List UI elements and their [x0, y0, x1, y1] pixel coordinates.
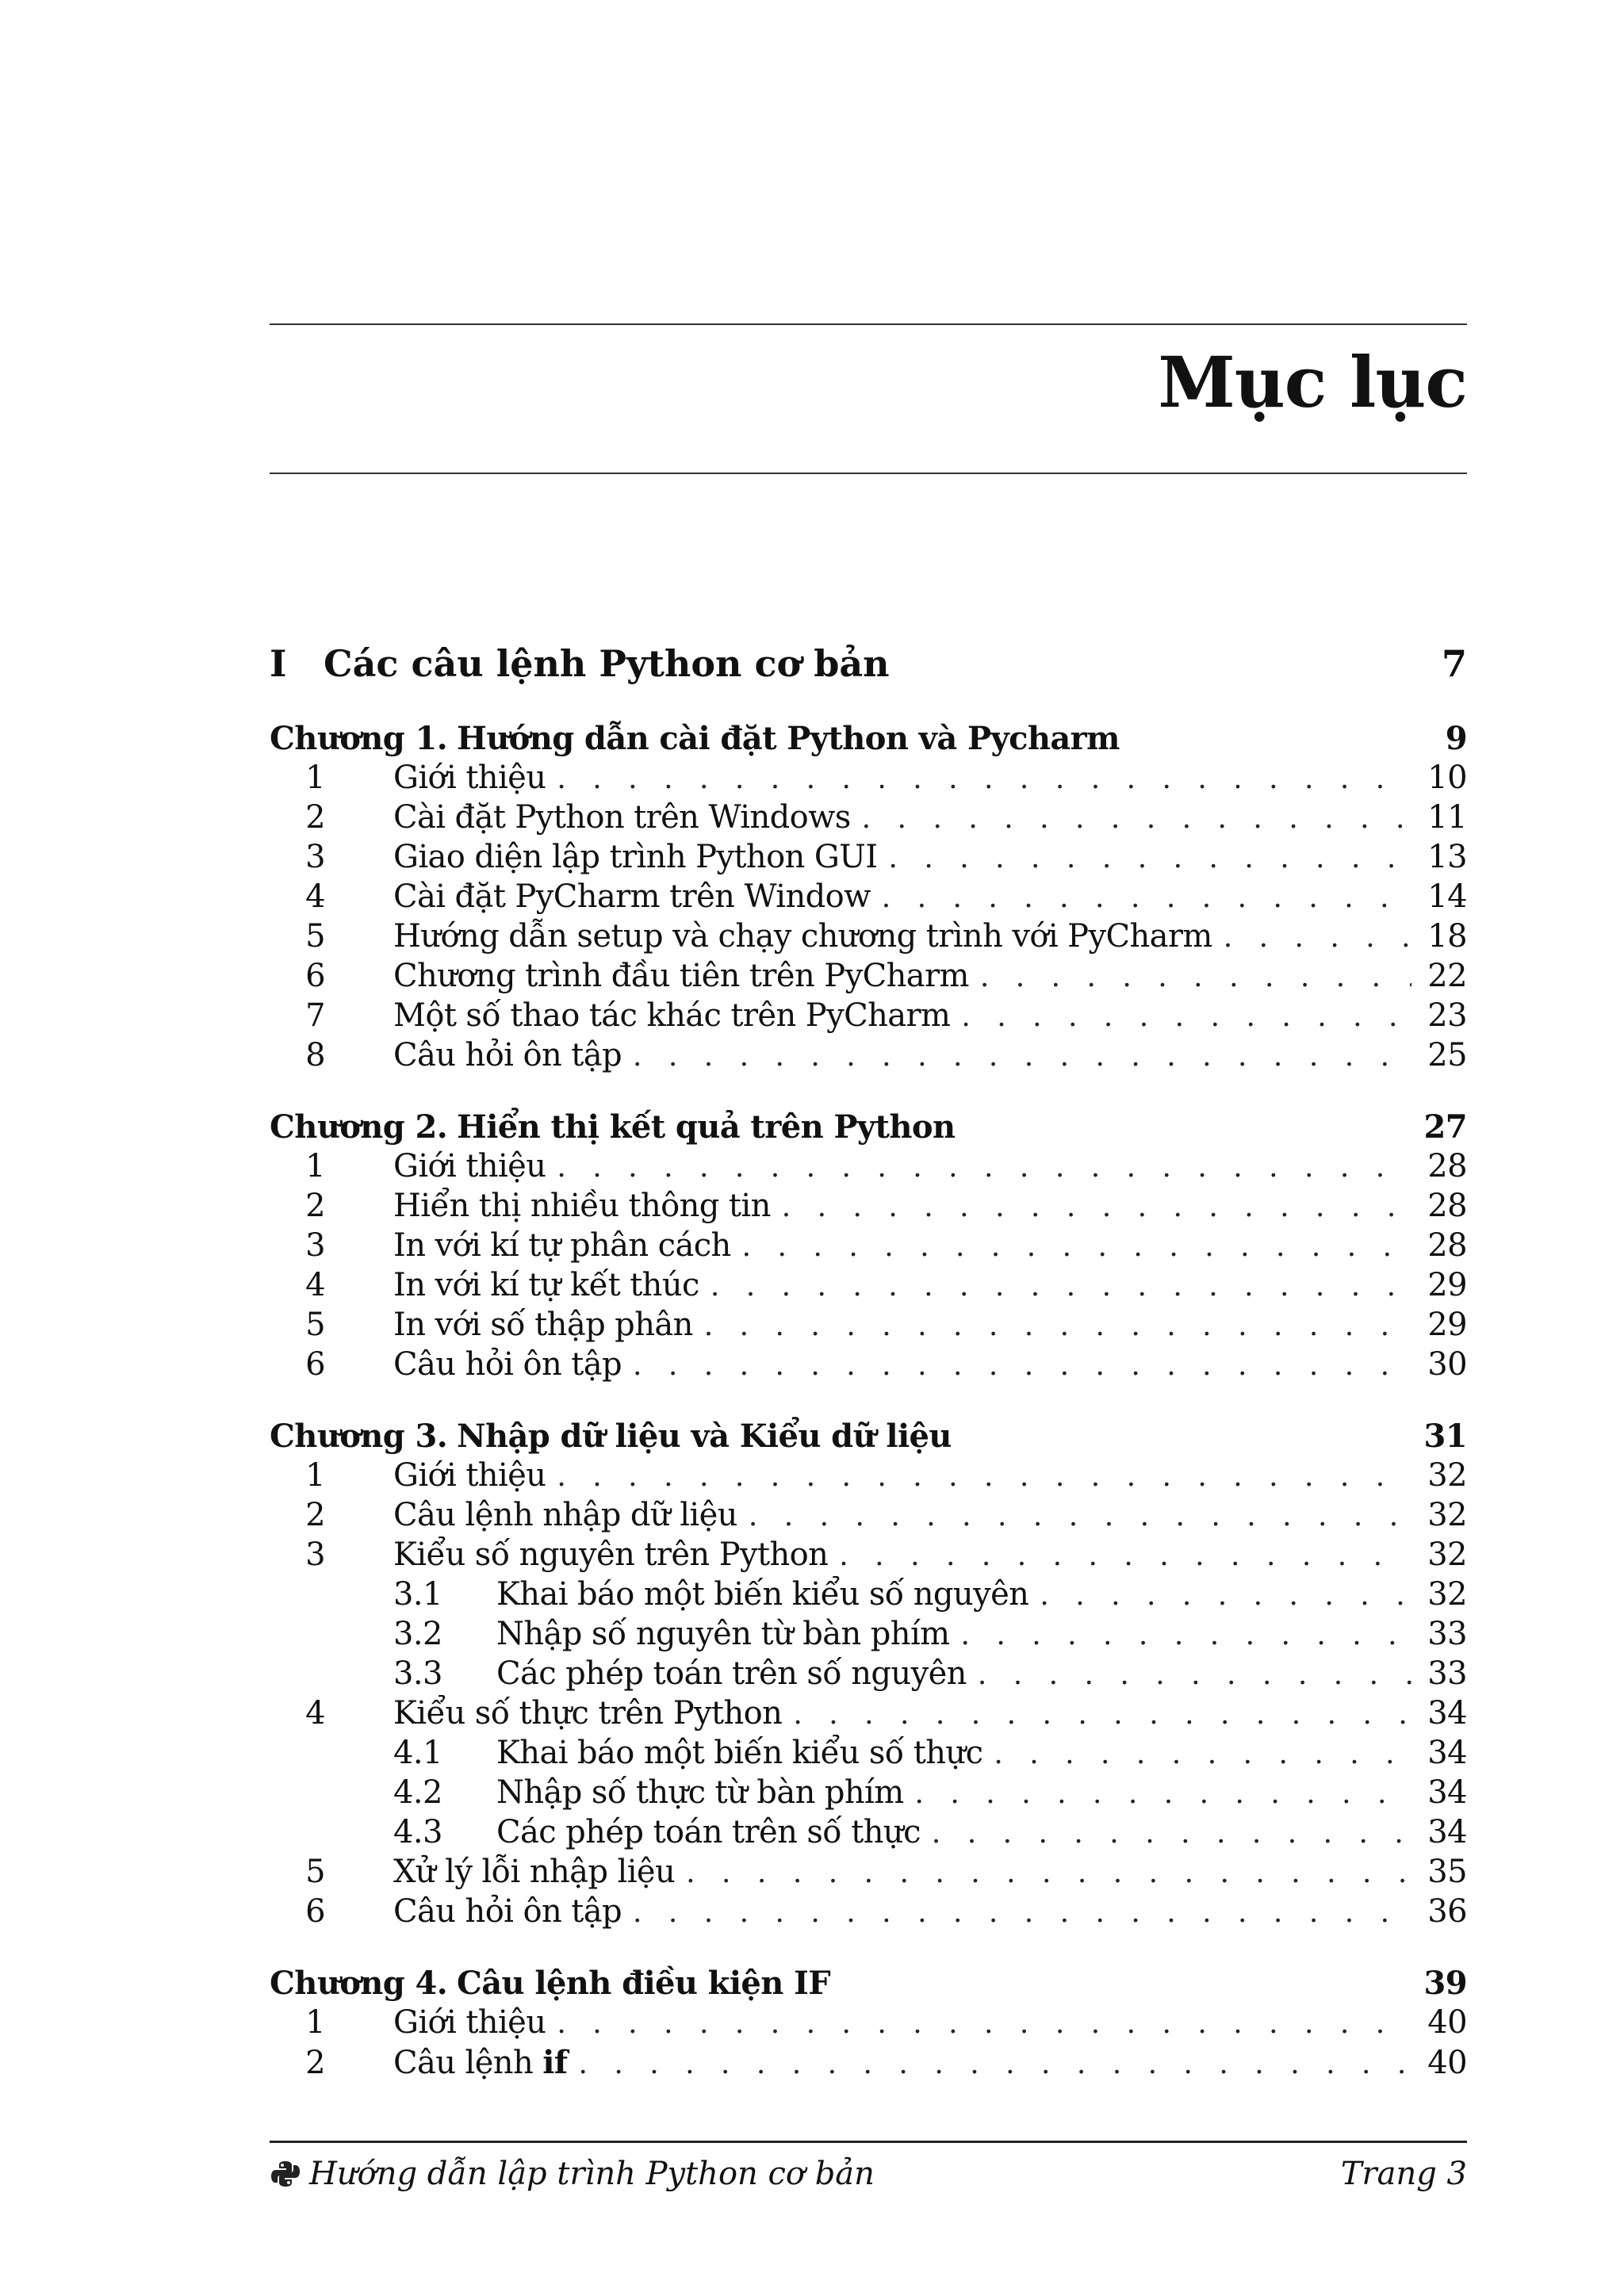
entry-number: 4 — [305, 1267, 325, 1303]
entry-title — [393, 1695, 782, 1732]
entry-page: 32 — [1427, 1457, 1467, 1494]
entry-title — [393, 1267, 699, 1303]
entry-number: 2 — [305, 1497, 325, 1533]
dot-leader — [1212, 921, 1411, 954]
entry-number: 6 — [305, 1346, 325, 1383]
entry-title-code: if — [542, 2044, 568, 2081]
entry-page: 28 — [1427, 1188, 1467, 1224]
entry-title-text: Câu hỏi ôn tập — [393, 1037, 622, 1073]
entry-page: 34 — [1427, 1695, 1467, 1732]
entry-title — [393, 1893, 622, 1930]
section-entry[interactable] — [270, 799, 1467, 839]
dot-leader — [622, 1896, 1411, 1929]
subsection-entry[interactable] — [270, 1774, 1467, 1814]
entry-number: 5 — [305, 1854, 325, 1890]
section-entry[interactable] — [270, 918, 1467, 958]
chapter-entry[interactable] — [270, 1965, 1467, 2004]
entry-title-text: Hiển thị nhiều thông tin — [393, 1188, 771, 1224]
chapter-list — [270, 720, 1467, 2084]
entry-title-text: Giới thiệu — [393, 760, 546, 796]
entry-title — [393, 958, 969, 994]
entry-page: 35 — [1427, 1854, 1467, 1890]
entry-page: 32 — [1427, 1576, 1467, 1613]
entry-page: 11 — [1427, 799, 1467, 836]
dot-leader — [969, 961, 1411, 993]
entry-title — [393, 1457, 546, 1494]
entry-page: 28 — [1427, 1148, 1467, 1184]
entry-title — [393, 1346, 622, 1383]
entry-title — [393, 2044, 567, 2081]
section-entry[interactable] — [270, 1148, 1467, 1188]
section-entry[interactable] — [270, 1695, 1467, 1735]
entry-number: 3 — [305, 1227, 325, 1264]
section-entry[interactable] — [270, 1854, 1467, 1893]
entry-number: 2 — [305, 799, 325, 836]
part-title: Các câu lệnh Python cơ bản — [324, 642, 890, 685]
dot-leader — [771, 1191, 1411, 1223]
entry-title-text: Một số thao tác khác trên PyCharm — [393, 997, 951, 1034]
entry-number: 4.2 — [393, 1774, 442, 1811]
section-entry[interactable] — [270, 2044, 1467, 2084]
section-entry[interactable] — [270, 958, 1467, 997]
section-entry[interactable] — [270, 1346, 1467, 1386]
entry-title — [393, 2004, 546, 2041]
dot-leader — [622, 1349, 1411, 1382]
entry-page: 33 — [1427, 1616, 1467, 1652]
subsection-entry[interactable] — [270, 1814, 1467, 1854]
footer — [270, 2150, 1467, 2198]
entry-title — [393, 1536, 828, 1573]
section-entry[interactable] — [270, 1307, 1467, 1346]
subsection-entry[interactable] — [270, 1655, 1467, 1695]
dot-leader — [699, 1270, 1411, 1303]
dot-leader — [904, 1777, 1411, 1810]
entry-title — [393, 997, 950, 1034]
entry-title-text: Khai báo một biến kiểu số thực — [496, 1735, 983, 1771]
entry-title-text: Giao diện lập trình Python GUI — [393, 839, 878, 875]
entry-title-text: Câu lệnh — [393, 2045, 534, 2081]
chapter-page: 9 — [1445, 720, 1467, 757]
entry-title-text: Giới thiệu — [393, 1148, 546, 1184]
entry-page: 34 — [1427, 1814, 1467, 1850]
entry-page: 29 — [1427, 1307, 1467, 1343]
entry-title-text: Chương trình đầu tiên trên PyCharm — [393, 958, 969, 994]
entry-number: 3 — [305, 839, 325, 875]
chapter-section — [270, 1418, 1467, 1933]
section-entry[interactable] — [270, 997, 1467, 1037]
entry-number: 4.1 — [393, 1735, 442, 1771]
dot-leader — [622, 1040, 1411, 1073]
entry-page: 32 — [1427, 1497, 1467, 1533]
entry-title — [393, 1497, 737, 1533]
entry-title-text: Nhập số thực từ bàn phím — [496, 1774, 904, 1811]
entry-page: 23 — [1427, 997, 1467, 1034]
entry-page: 25 — [1427, 1037, 1467, 1073]
chapter-title: Câu lệnh điều kiện IF — [457, 1965, 830, 2002]
entry-page: 40 — [1427, 2045, 1467, 2081]
chapter-entry[interactable] — [270, 720, 1467, 760]
entry-title — [393, 918, 1212, 955]
entry-title — [393, 878, 871, 915]
dot-leader — [546, 1151, 1411, 1184]
dot-leader — [950, 1619, 1412, 1651]
entry-title-text: Giới thiệu — [393, 2004, 546, 2041]
entry-title-text: Hướng dẫn setup và chạy chương trình với PyCharm — [393, 918, 1212, 955]
entry-number: 7 — [305, 997, 325, 1034]
entry-page: 33 — [1427, 1655, 1467, 1692]
part-number: I — [270, 642, 287, 685]
entry-page: 13 — [1427, 839, 1467, 875]
entry-title — [393, 839, 878, 875]
entry-page: 40 — [1427, 2004, 1467, 2041]
entry-number: 2 — [305, 2045, 325, 2081]
part-page: 7 — [1441, 642, 1467, 685]
entry-title-text: In với kí tự phân cách — [393, 1227, 731, 1264]
dot-leader — [546, 763, 1411, 795]
entry-page: 30 — [1427, 1346, 1467, 1383]
entry-title — [393, 1227, 731, 1264]
chapter-entry[interactable] — [270, 1418, 1467, 1457]
chapter-page: 39 — [1423, 1965, 1467, 2002]
dot-leader — [967, 1659, 1411, 1691]
chapter-page: 27 — [1423, 1108, 1467, 1146]
entry-number: 8 — [305, 1037, 325, 1073]
section-entry[interactable] — [270, 839, 1467, 878]
section-entry[interactable] — [270, 1227, 1467, 1267]
section-entry[interactable] — [270, 1188, 1467, 1227]
dot-leader — [737, 1500, 1411, 1533]
top-rule — [270, 323, 1467, 325]
chapter-page: 31 — [1423, 1418, 1467, 1455]
section-entry[interactable] — [270, 1457, 1467, 1497]
chapter-entry[interactable] — [270, 1108, 1467, 1148]
entry-number: 1 — [305, 2004, 325, 2041]
dot-leader — [871, 882, 1411, 914]
entry-title-text: Xử lý lỗi nhập liệu — [393, 1854, 676, 1890]
entry-page: 29 — [1427, 1267, 1467, 1303]
section-entry[interactable] — [270, 1037, 1467, 1077]
entry-title-text: Các phép toán trên số nguyên — [496, 1655, 967, 1692]
dot-leader — [567, 2048, 1411, 2080]
section-entry[interactable] — [270, 878, 1467, 918]
entry-title — [496, 1576, 1028, 1613]
entry-title-text: Khai báo một biến kiểu số nguyên — [496, 1576, 1029, 1613]
dot-leader — [921, 1817, 1411, 1850]
dot-leader — [546, 1460, 1411, 1493]
entry-number: 1 — [305, 1148, 325, 1184]
chapter-number: Chương 4. — [270, 1965, 448, 2002]
footer-rule — [270, 2141, 1467, 2143]
python-logo-icon — [270, 2158, 301, 2190]
entry-page: 18 — [1427, 918, 1467, 955]
dot-leader — [546, 2007, 1411, 2040]
section-entry[interactable] — [270, 760, 1467, 799]
table-of-contents — [270, 642, 1467, 2084]
entry-number: 3 — [305, 1536, 325, 1573]
entry-page: 32 — [1427, 1536, 1467, 1573]
entry-title — [496, 1774, 904, 1811]
entry-title-text: In với số thập phân — [393, 1307, 693, 1343]
chapter-number: Chương 2. — [270, 1108, 448, 1146]
entry-page: 36 — [1427, 1893, 1467, 1930]
subsection-entry[interactable] — [270, 1616, 1467, 1655]
entry-number: 2 — [305, 1188, 325, 1224]
entry-page: 28 — [1427, 1227, 1467, 1264]
dot-leader — [1028, 1579, 1411, 1612]
section-entry[interactable] — [270, 2004, 1467, 2044]
entry-title-text: Kiểu số nguyên trên Python — [393, 1536, 829, 1573]
entry-page: 22 — [1427, 958, 1467, 994]
title-rule — [270, 473, 1467, 474]
entry-title-text: Câu lệnh nhập dữ liệu — [393, 1497, 737, 1533]
dot-leader — [982, 1738, 1411, 1770]
chapter-section — [270, 720, 1467, 1077]
entry-number: 1 — [305, 1457, 325, 1494]
entry-page: 10 — [1427, 760, 1467, 796]
entry-title-text: Cài đặt Python trên Windows — [393, 799, 851, 836]
dot-leader — [731, 1230, 1411, 1263]
dot-leader — [828, 1540, 1411, 1572]
dot-leader — [675, 1857, 1411, 1889]
entry-title-text: Câu hỏi ôn tập — [393, 1893, 622, 1930]
chapter-number: Chương 3. — [270, 1418, 448, 1455]
section-entry[interactable] — [270, 1497, 1467, 1536]
entry-title-text: Kiểu số thực trên Python — [393, 1695, 783, 1732]
entry-title-text: Giới thiệu — [393, 1457, 546, 1494]
entry-page: 34 — [1427, 1735, 1467, 1771]
entry-title — [393, 1854, 675, 1890]
entry-page: 34 — [1427, 1774, 1467, 1811]
section-entry[interactable] — [270, 1893, 1467, 1933]
chapter-number: Chương 1. — [270, 720, 448, 757]
entry-title — [496, 1616, 950, 1652]
chapter-section — [270, 1108, 1467, 1386]
entry-title-text: In với kí tự kết thúc — [393, 1267, 699, 1303]
entry-title — [496, 1735, 982, 1771]
section-entry[interactable] — [270, 1267, 1467, 1307]
entry-title — [393, 1148, 546, 1184]
entry-title — [393, 799, 851, 836]
page-title: Mục lục — [1158, 341, 1467, 423]
dot-leader — [950, 1001, 1411, 1033]
entry-page: 14 — [1427, 878, 1467, 915]
entry-title-text: Cài đặt PyCharm trên Window — [393, 878, 871, 915]
chapter-section — [270, 1965, 1467, 2084]
entry-title — [496, 1814, 921, 1850]
dot-leader — [878, 842, 1412, 874]
footer-page-number: Trang 3 — [1340, 2156, 1467, 2192]
chapter-title: Hiển thị kết quả trên Python — [457, 1108, 956, 1146]
entry-number: 3.1 — [393, 1576, 442, 1613]
entry-title-text: Nhập số nguyên từ bàn phím — [496, 1616, 950, 1652]
subsection-entry[interactable] — [270, 1576, 1467, 1616]
chapter-title: Hướng dẫn cài đặt Python và Pycharm — [457, 720, 1120, 757]
entry-title — [393, 760, 546, 796]
entry-number: 3.2 — [393, 1616, 442, 1652]
entry-number: 6 — [305, 1893, 325, 1930]
entry-title-text: Câu hỏi ôn tập — [393, 1346, 622, 1383]
entry-number: 5 — [305, 918, 325, 955]
entry-title-text: Các phép toán trên số thực — [496, 1814, 921, 1850]
chapter-title: Nhập dữ liệu và Kiểu dữ liệu — [457, 1418, 952, 1455]
section-entry[interactable] — [270, 1536, 1467, 1576]
entry-title — [393, 1307, 693, 1343]
entry-title — [393, 1188, 771, 1224]
footer-book-title: Hướng dẫn lập trình Python cơ bản — [309, 2156, 875, 2192]
entry-number: 4.3 — [393, 1814, 442, 1850]
dot-leader — [693, 1310, 1411, 1342]
entry-title — [496, 1655, 967, 1692]
entry-number: 6 — [305, 958, 325, 994]
part-entry[interactable] — [270, 642, 1467, 709]
entry-title — [393, 1037, 622, 1073]
entry-number: 3.3 — [393, 1655, 442, 1692]
dot-leader — [851, 802, 1411, 835]
entry-number: 5 — [305, 1307, 325, 1343]
entry-number: 4 — [305, 878, 325, 915]
subsection-entry[interactable] — [270, 1735, 1467, 1774]
dot-leader — [782, 1698, 1411, 1731]
entry-number: 1 — [305, 760, 325, 796]
entry-number: 4 — [305, 1695, 325, 1732]
